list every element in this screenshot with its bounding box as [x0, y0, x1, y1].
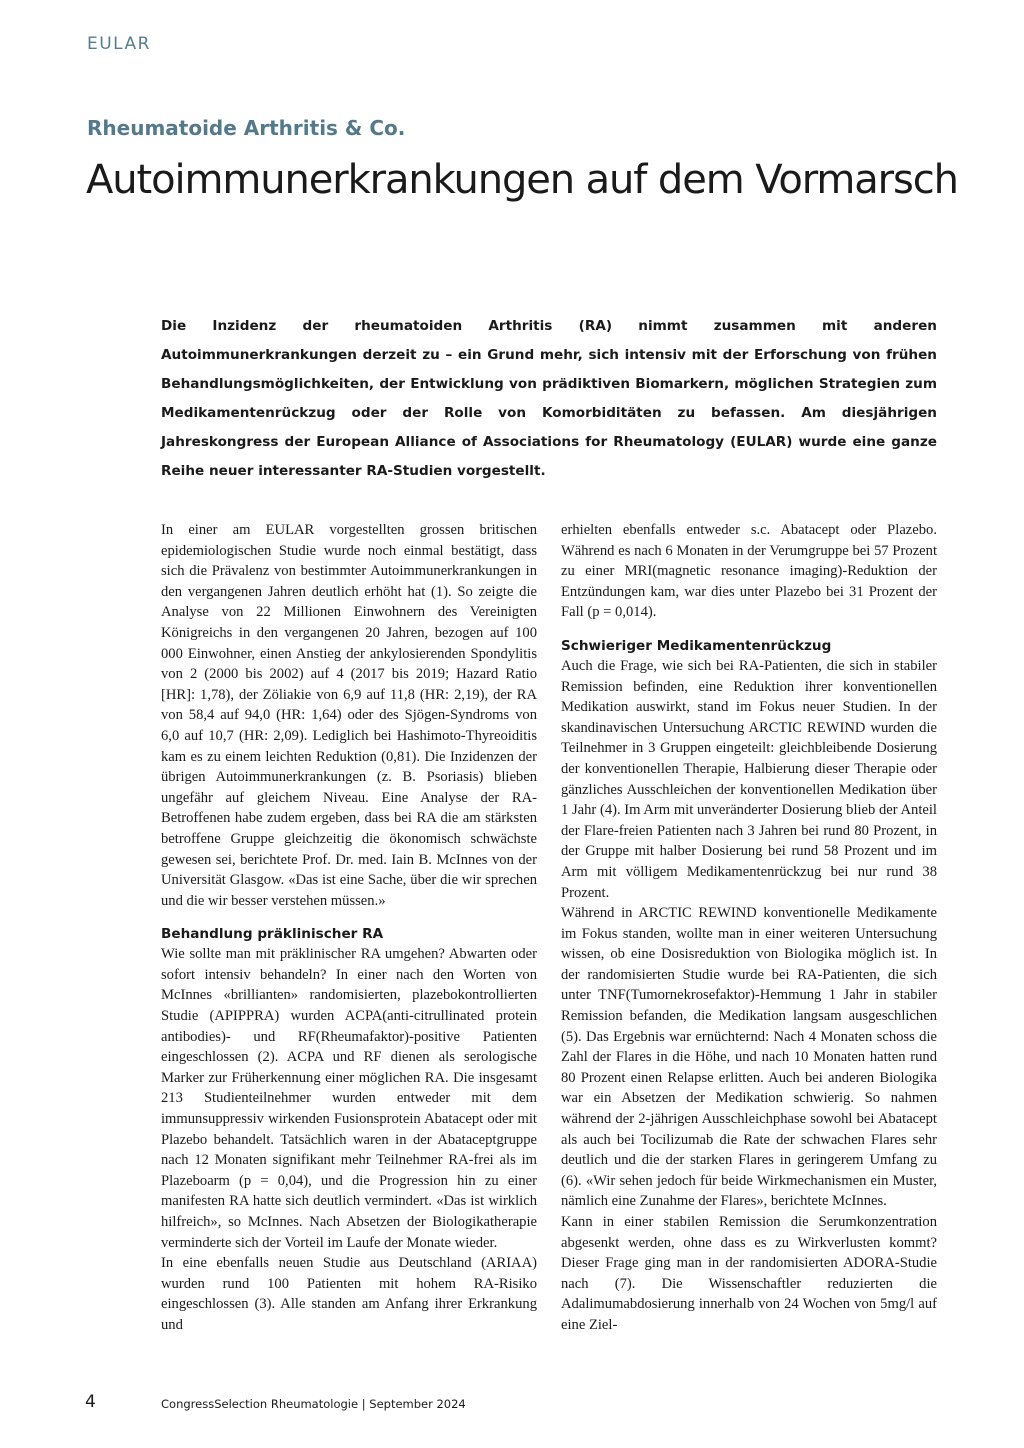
section-tag: EULAR — [87, 34, 151, 54]
article-headline: Autoimmunerkrankungen auf dem Vormarsch — [86, 157, 958, 203]
body-paragraph: Auch die Frage, wie sich bei RA-Patienten, die sich in stabiler Remission befinden, eine Reduktion ihrer konventionellen Medikation auswirkt, stand im Fokus neuer Studien. In der skandinavischen Untersuchung ARCTIC REWIND wurden die Teilnehmer in 3 Gruppen eingeteilt: gleichbleibende Dosierung der konventionellen Therapie, Halbierung dieser Therapie oder gänzliches Ausschleichen der konventionellen Medikation über 1 Jahr (4). Im Arm mit unveränderter Dosierung blieb der Anteil der Flare-freien Patienten nach 3 Jahren bei rund 80 Prozent, in der Gruppe mit halber Dosierung bei rund 58 Prozent und im Arm mit völligem Medikamentenrückzug bei nur rund 38 Prozent. — [561, 657, 937, 901]
body-paragraph: erhielten ebenfalls entweder s.c. Abatacept oder Plazebo. Während es nach 6 Monaten in der Verumgruppe bei 57 Prozent zu einer MRI(magnetic resonance imaging)-Reduktion der Entzündungen kam, war dies unter Plazebo bei 31 Prozent der Fall (p = 0,014). — [561, 522, 937, 621]
article-lead: Die Inzidenz der rheumatoiden Arthritis (RA) nimmt zusammen mit anderen Autoimmunerkrankungen derzeit zu – ein Grund mehr, sich intensiv mit der Erforschung von frühen Behandlungsmöglichkeiten, der Entwicklung von prädiktiven Biomarkern, möglichen Strategien zum Medikamentenrückzug oder der Rolle von Komorbiditäten zu befassen. Am diesjährigen Jahreskongress der European Alliance of Associations for Rheumatology (EULAR) wurde eine ganze Reihe neuer interessanter RA-Studien vorgestellt. — [161, 318, 937, 479]
body-paragraph: In einer am EULAR vorgestellten grossen britischen epidemiologischen Studie wurde noch einmal bestätigt, dass sich die Prävalenz von bestimmter Autoimmunerkrankungen in den vergangenen Jahren deutlich erhöht hat (1). So zeigte die Analyse von 22 Millionen Einwohnern des Vereinigten Königreichs in den vergangenen 20 Jahren, bezogen auf 100 000 Einwohner, einen Anstieg der ankylosierenden Spondylitis von 2 (2000 bis 2002) auf 4 (2017 bis 2019; Hazard Ratio [HR]: 1,78), der Zöliakie von 6,9 auf 11,8 (HR: 2,19), der RA von 58,4 auf 94,0 (HR: 1,64) oder des Sjögen-Syndroms von 6,0 auf 10,7 (HR: 2,09). Lediglich bei Hashimoto-Thyreoiditis kam es zu einem leichten Reduktion (0,81). Die Inzidenzen der übrigen Autoimmunerkrankungen (z. B. Psoriasis) blieben ungefähr auf gleichem Niveau. Eine Analyse der RA-Betroffenen habe zudem ergeben, dass bei RA die am stärksten betroffene Gruppe gleichzeitig die ökonomisch schwächste gewesen sei, berichtete Prof. Dr. med. Iain B. McInnes von der Universität Glasgow. «Das ist eine Sache, über die wir sprechen und die wir besser verstehen müssen.» — [161, 522, 537, 909]
left-column — [161, 520, 537, 1336]
body-paragraph: Während in ARCTIC REWIND konventionelle Medikamente im Fokus standen, wollte man in einer weiteren Untersuchung wissen, ob eine Dosisreduktion von Biologika möglich ist. In der randomisierten Studie wurde bei RA-Patienten, die sich unter TNF(Tumornekrosefaktor)-Hemmung 1 Jahr in stabiler Remission befanden, die Medikation langsam ausgeschlichen (5). Das Ergebnis war ernüchternd: Nach 4 Monaten schoss die Zahl der Flares in die Höhe, und nach 10 Monaten hatten rund 80 Prozent einen Relapse erlitten. Auch bei anderen Biologika war ein Absetzen der Medikation schwierig. So nahmen während der 2-jährigen Ausschleichphase sowohl bei Abatacept als auch bei Tocilizumab die Rate der schwachen Flares sehr deutlich und die der starken Flares in geringerem Umfang zu (6). «Wir sehen jedoch für beide Wirkmechanismen ein Muster, nämlich eine Zunahme der Flares», berichtete McInnes. — [561, 905, 937, 1210]
right-column — [561, 520, 937, 1336]
body-paragraph: In eine ebenfalls neuen Studie aus Deutschland (ARIAA) wurden rund 100 Patienten mit hohem RA-Risiko eingeschlossen (3). Alle standen am Anfang ihrer Erkrankung und — [161, 1255, 537, 1333]
section-heading-preclinical-ra: Behandlung präklinischer RA — [161, 926, 384, 943]
body-paragraph: Wie sollte man mit präklinischer RA umgehen? Abwarten oder sofort intensiv behandeln? In einer nach den Worten von McInnes «brillianten» randomisierten, plazebokontrollierten Studie (APIPPRA) wurden ACPA(anti-citrullinated protein antibodies)- und RF(Rheumafaktor)-positive Patienten eingeschlossen (2). ACPA und RF dienen als serologische Marker zur Früherkennung einer möglichen RA. Die insgesamt 213 Studienteilnehmer wurden entweder mit dem immunsuppressiv wirkenden Fusionsprotein Abatacept oder mit Plazebo behandelt. Tatsächlich waren in der Abataceptgruppe nach 12 Monaten signifikant mehr Teilnehmer RA-frei als im Plazeboarm (p = 0,04), und die Progression hin zu einer manifesten RA hatte sich deutlich vermindert. «Das ist wirklich hilfreich», so McInnes. Nach Absetzen der Biologikatherapie verminderte sich der Vorteil im Laufe der Monate wieder. — [161, 946, 537, 1251]
section-heading-medication-withdrawal: Schwieriger Medikamentenrückzug — [561, 637, 832, 654]
article-kicker: Rheumatoide Arthritis & Co. — [87, 116, 406, 140]
footer-publication: CongressSelection Rheumatologie | September 2024 — [161, 1397, 466, 1411]
page-number: 4 — [85, 1392, 96, 1412]
body-paragraph: Kann in einer stabilen Remission die Serumkonzentration abgesenkt werden, ohne dass es zu Wirkverlusten kommt? Dieser Frage ging man in der randomisierten ADORA-Studie nach (7). Die Wissenschaftler reduzierten die Adalimumabdosierung innerhalb von 24 Wochen von 5mg/l auf eine Ziel- — [561, 1214, 937, 1333]
